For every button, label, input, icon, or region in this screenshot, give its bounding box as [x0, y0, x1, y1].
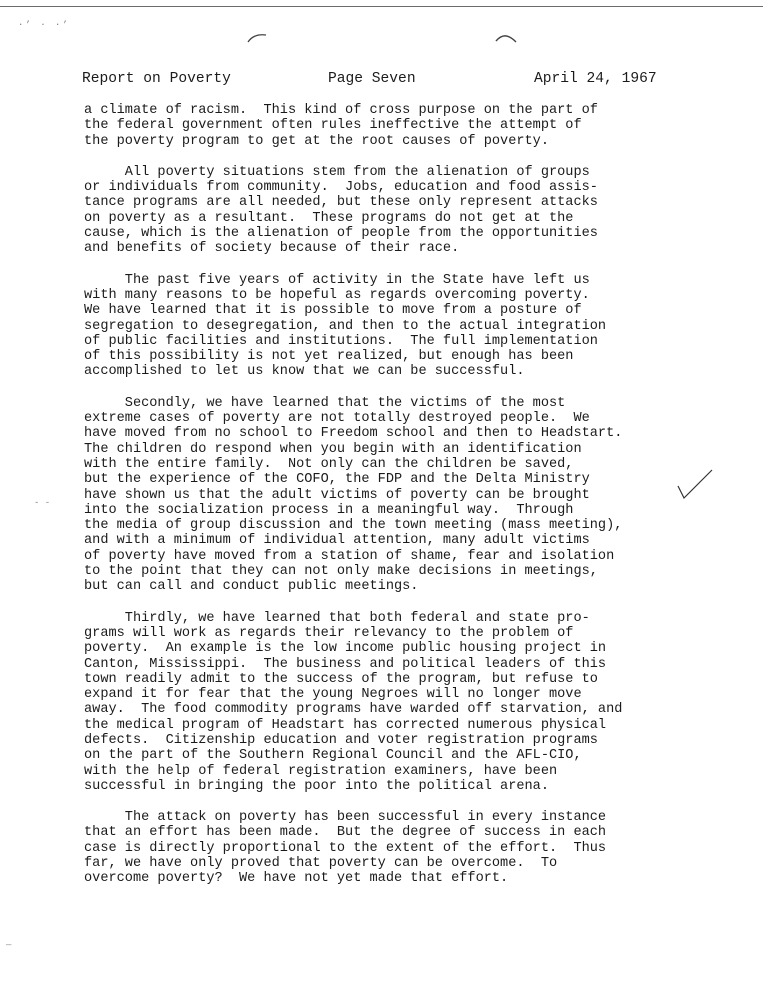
- text-line: accomplished to let us know that we can be successful.: [84, 364, 525, 380]
- text-line: successful in bringing the poor into the political arena.: [84, 778, 549, 794]
- text-line: All poverty situations stem from the alienation of groups: [84, 164, 590, 180]
- text-line: expand it for fear that the young Negroes will no longer move: [84, 687, 582, 703]
- text-line: town readily admit to the success of the program, but refuse to: [84, 671, 598, 687]
- text-line: defects. Citizenship education and voter registration programs: [84, 732, 598, 748]
- text-line: the federal government often rules ineffective the attempt of: [84, 118, 582, 134]
- text-line: tance programs are all needed, but these only represent attacks: [84, 195, 598, 211]
- paragraph: [84, 611, 704, 795]
- text-line: Thirdly, we have learned that both federal and state pro-: [84, 610, 590, 626]
- text-line: poverty. An example is the low income public housing project in: [84, 641, 607, 657]
- text-line: grams will work as regards their relevancy to the problem of: [84, 625, 574, 641]
- text-line: to the point that they can not only make decisions in meetings,: [84, 564, 598, 580]
- text-line: of public facilities and institutions. The full implementation: [84, 333, 598, 349]
- text-line: The children do respond when you begin with an identification: [84, 441, 582, 457]
- report-date: April 24, 1967: [534, 71, 657, 87]
- paragraph: [84, 165, 704, 257]
- text-line: Canton, Mississippi. The business and political leaders of this: [84, 656, 607, 672]
- text-line: the poverty program to get at the root causes of poverty.: [84, 133, 549, 149]
- paragraph: [84, 273, 704, 380]
- text-line: or individuals from community. Jobs, education and food assis-: [84, 180, 598, 196]
- text-line: with the help of federal registration examiners, have been: [84, 763, 558, 779]
- text-line: on poverty as a resultant. These programs do not get at the: [84, 210, 574, 226]
- text-line: and benefits of society because of their race.: [84, 241, 460, 257]
- margin-mark: —: [6, 940, 12, 950]
- text-line: case is directly proportional to the extent of the effort. Thus: [84, 840, 607, 856]
- text-line: segregation to desegregation, and then to the actual integration: [84, 318, 607, 334]
- text-line: The past five years of activity in the State have left us: [84, 272, 590, 288]
- text-line: on the part of the Southern Regional Council and the AFL-CIO,: [84, 748, 582, 764]
- pen-mark-right: [494, 32, 518, 46]
- text-line: have moved from no school to Freedom school and then to Headstart.: [84, 426, 623, 442]
- text-line: and with a minimum of individual attention, many adult victims: [84, 533, 590, 549]
- text-line: The attack on poverty has been successful in every instance: [84, 810, 607, 826]
- paragraph: [84, 103, 704, 149]
- page-number: Page Seven: [328, 71, 416, 87]
- text-line: far, we have only proved that poverty can be overcome. To: [84, 856, 558, 872]
- text-line: Secondly, we have learned that the victims of the most: [84, 395, 566, 411]
- text-line: the media of group discussion and the town meeting (mass meeting),: [84, 518, 623, 534]
- text-line: have shown us that the adult victims of poverty can be brought: [84, 487, 590, 503]
- scan-specks: ·’ · ·’: [18, 20, 70, 30]
- handwritten-check-mark: [676, 468, 716, 504]
- text-line: We have learned that it is possible to move from a posture of: [84, 303, 582, 319]
- text-line: overcome poverty? We have not yet made that effort.: [84, 871, 509, 887]
- text-line: cause, which is the alienation of people from the opportunities: [84, 226, 598, 242]
- paragraph: [84, 810, 704, 886]
- text-line: but the experience of the COFO, the FDP and the Delta Ministry: [84, 472, 590, 488]
- text-line: the medical program of Headstart has corrected numerous physical: [84, 717, 607, 733]
- text-line: away. The food commodity programs have warded off starvation, and: [84, 702, 623, 718]
- paragraph: [84, 396, 704, 595]
- text-line: with the entire family. Not only can the children be saved,: [84, 456, 574, 472]
- text-line: of this possibility is not yet realized, but enough has been: [84, 349, 574, 365]
- page-header: [82, 71, 672, 91]
- text-line: with many reasons to be hopeful as regards overcoming poverty.: [84, 287, 590, 303]
- report-body: [84, 103, 704, 903]
- text-line: of poverty have moved from a station of shame, fear and isolation: [84, 548, 615, 564]
- pen-mark-left: [246, 30, 270, 46]
- text-line: extreme cases of poverty are not totally destroyed people. We: [84, 411, 590, 427]
- text-line: but can call and conduct public meetings.: [84, 579, 419, 595]
- text-line: a climate of racism. This kind of cross purpose on the part of: [84, 103, 598, 118]
- report-title: Report on Poverty: [82, 71, 231, 87]
- margin-mark: - -: [34, 498, 51, 508]
- page-top-border: [0, 6, 763, 7]
- text-line: that an effort has been made. But the degree of success in each: [84, 825, 607, 841]
- text-line: into the socialization process in a meaningful way. Through: [84, 502, 574, 518]
